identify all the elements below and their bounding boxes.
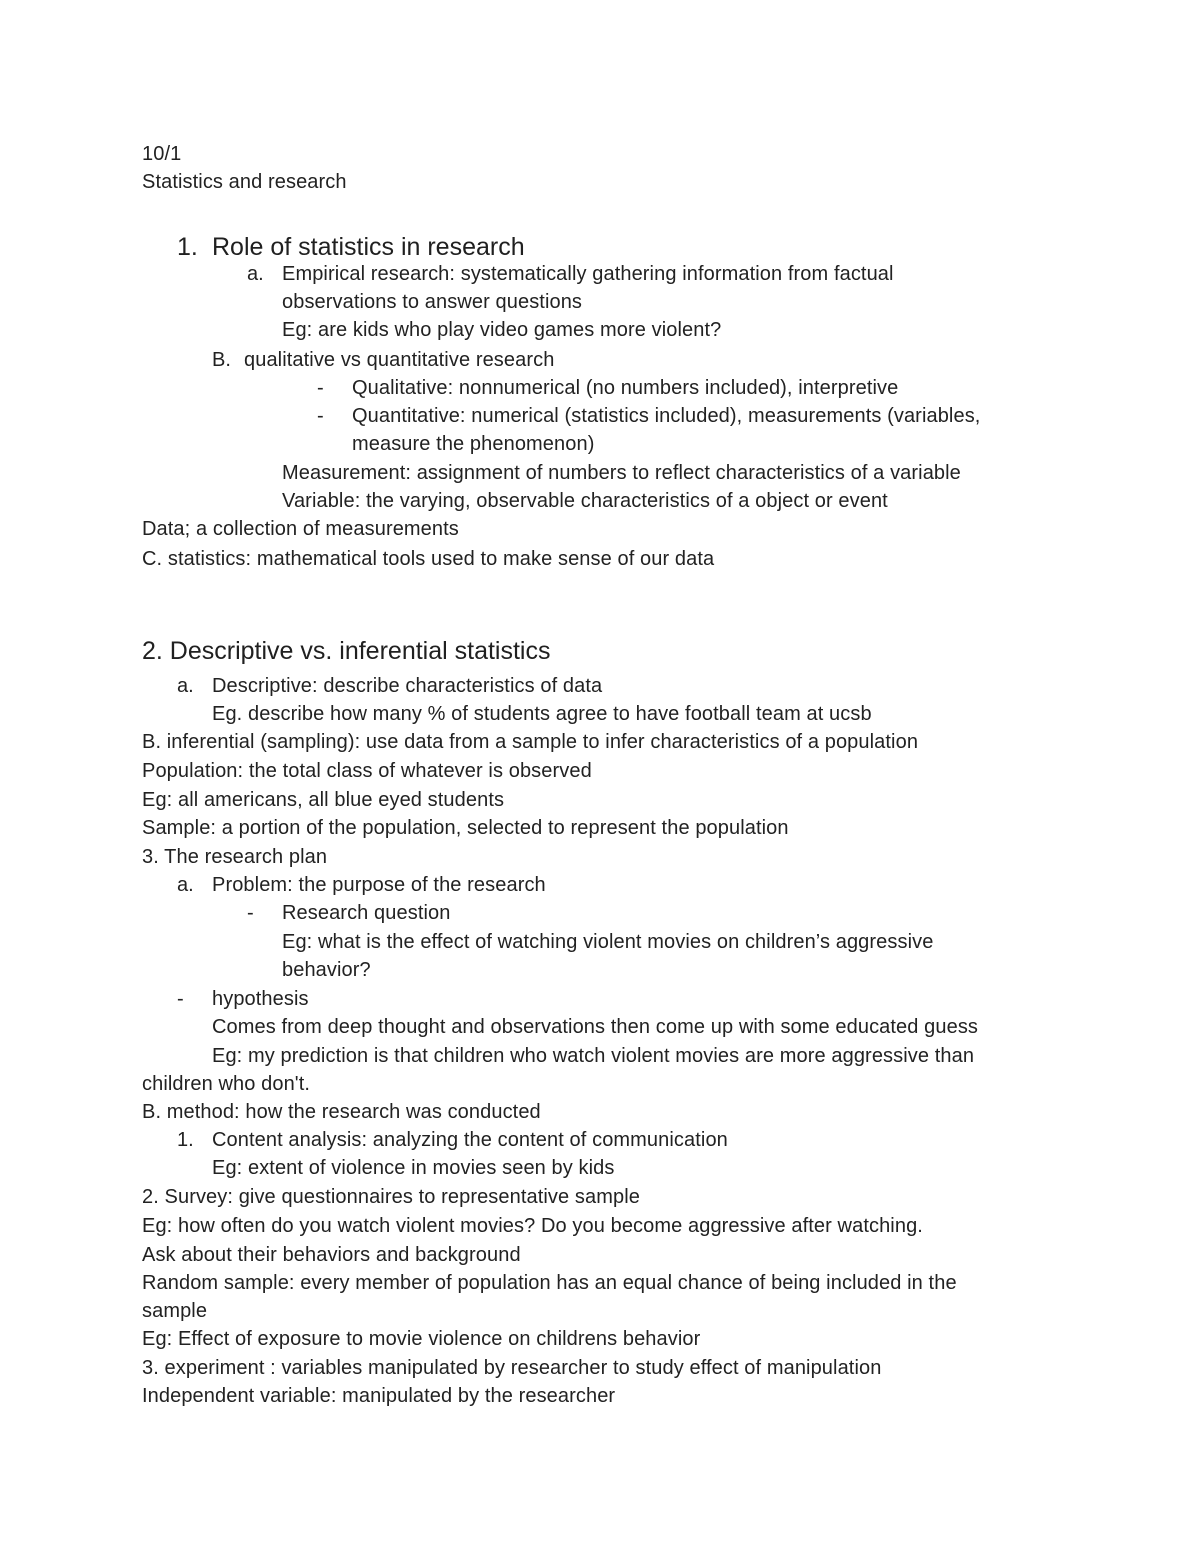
list-marker-a: a. — [177, 675, 194, 697]
list-marker-a: a. — [177, 874, 194, 896]
qualitative-line: Qualitative: nonnumerical (no numbers included), interpretive — [352, 377, 899, 399]
ask-line: Ask about their behaviors and background — [142, 1244, 521, 1266]
random-sample-example: Eg: Effect of exposure to movie violence on childrens behavior — [142, 1328, 701, 1350]
empirical-research-line-2: observations to answer questions — [282, 291, 583, 313]
heading-2: 2. Descriptive vs. inferential statistics — [142, 637, 551, 665]
dash-marker: - — [317, 377, 324, 399]
hypothesis-description: Comes from deep thought and observations then come up with some educated guess — [212, 1016, 979, 1038]
page-title: Statistics and research — [142, 171, 347, 193]
hypothesis-line: hypothesis — [212, 988, 309, 1010]
sample-line: Sample: a portion of the population, selected to represent the population — [142, 817, 789, 839]
experiment-line: 3. experiment : variables manipulated by researcher to study effect of manipulation — [142, 1357, 882, 1379]
list-marker-b: B. — [212, 349, 231, 371]
population-example: Eg: all americans, all blue eyed students — [142, 789, 505, 811]
measurement-line: Measurement: assignment of numbers to reflect characteristics of a variable — [282, 462, 961, 484]
descriptive-example: Eg. describe how many % of students agree to have football team at ucsb — [212, 703, 872, 725]
quantitative-line-1: Quantitative: numerical (statistics included), measurements (variables, — [352, 405, 981, 427]
random-sample-line-1: Random sample: every member of population has an equal chance of being included in the — [142, 1272, 957, 1294]
inferential-line: B. inferential (sampling): use data from a sample to infer characteristics of a population — [142, 731, 919, 753]
heading-1: Role of statistics in research — [212, 233, 525, 261]
dash-marker: - — [317, 405, 324, 427]
method-line: B. method: how the research was conducted — [142, 1101, 541, 1123]
empirical-example: Eg: are kids who play video games more violent? — [282, 319, 722, 341]
research-question-example-2: behavior? — [282, 959, 371, 981]
empirical-research-line-1: Empirical research: systematically gathering information from factual — [282, 263, 894, 285]
data-line: Data; a collection of measurements — [142, 518, 459, 540]
problem-line: Problem: the purpose of the research — [212, 874, 546, 896]
heading-1-number: 1. — [177, 233, 198, 261]
qual-vs-quant-line: qualitative vs quantitative research — [244, 349, 555, 371]
hypothesis-example-1: Eg: my prediction is that children who watch violent movies are more aggressive than — [212, 1045, 975, 1067]
research-plan-line: 3. The research plan — [142, 846, 328, 868]
quantitative-line-2: measure the phenomenon) — [352, 433, 595, 455]
dash-marker: - — [247, 902, 254, 924]
date-line: 10/1 — [142, 143, 182, 165]
survey-example: Eg: how often do you watch violent movies? Do you become aggressive after watching. — [142, 1215, 923, 1237]
survey-line: 2. Survey: give questionnaires to representative sample — [142, 1186, 640, 1208]
independent-variable-line: Independent variable: manipulated by the researcher — [142, 1385, 616, 1407]
research-question-example-1: Eg: what is the effect of watching violent movies on children’s aggressive — [282, 931, 934, 953]
content-analysis-example: Eg: extent of violence in movies seen by kids — [212, 1157, 615, 1179]
list-marker-1: 1. — [177, 1129, 194, 1151]
descriptive-line: Descriptive: describe characteristics of data — [212, 675, 603, 697]
random-sample-line-2: sample — [142, 1300, 208, 1322]
statistics-line: C. statistics: mathematical tools used to make sense of our data — [142, 548, 715, 570]
list-marker-a: a. — [247, 263, 264, 285]
population-line: Population: the total class of whatever is observed — [142, 760, 592, 782]
research-question-line: Research question — [282, 902, 451, 924]
dash-marker: - — [177, 988, 184, 1010]
hypothesis-example-2: children who don't. — [142, 1073, 311, 1095]
variable-line: Variable: the varying, observable characteristics of a object or event — [282, 490, 888, 512]
content-analysis-line: Content analysis: analyzing the content of communication — [212, 1129, 728, 1151]
